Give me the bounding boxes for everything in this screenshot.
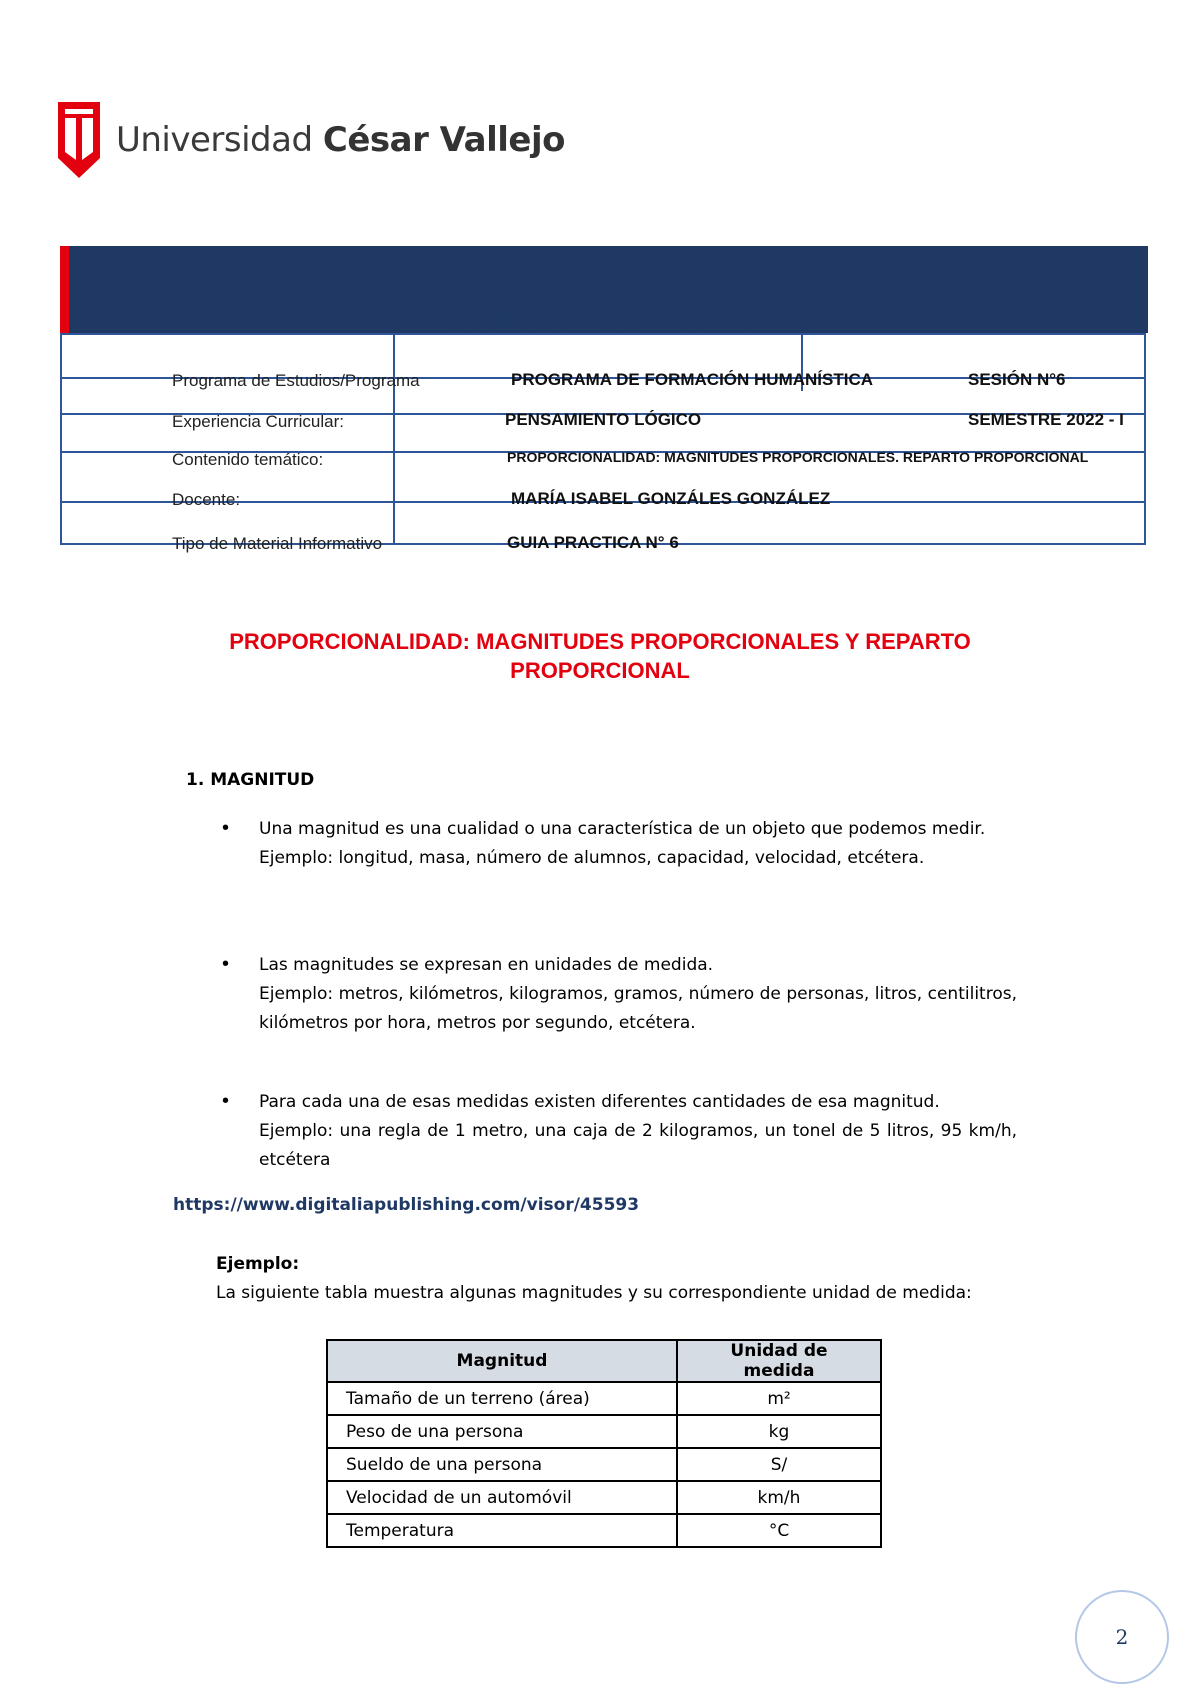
session-value: SESIÓN N°6 xyxy=(968,370,1066,389)
table-header-row xyxy=(327,1340,881,1382)
section-heading: 1. MAGNITUD xyxy=(186,770,315,790)
table-row xyxy=(327,1481,881,1514)
table-cell: Velocidad de un automóvil xyxy=(327,1481,677,1514)
bullet-icon: • xyxy=(222,953,230,975)
material-type-value: GUIA PRACTICA N° 6 xyxy=(507,533,679,552)
page-number: 2 xyxy=(1075,1590,1169,1684)
example-label: Ejemplo: xyxy=(216,1254,300,1274)
table-cell: °C xyxy=(677,1514,881,1547)
university-name-bold: César Vallejo xyxy=(322,120,565,160)
bullet-example: Ejemplo: metros, kilómetros, kilogramos, gramos, número de personas, litros, centilitros, kilómetros por hora, metros por segundo, etcétera. xyxy=(259,984,1017,1033)
table-cell: kg xyxy=(677,1415,881,1448)
ucv-shield-icon xyxy=(56,100,102,180)
header-title: MATERIAL INFORMATIVO xyxy=(450,307,758,335)
content-label: Contenido temático: xyxy=(172,450,324,469)
table-row xyxy=(327,1514,881,1547)
bullet-paragraph xyxy=(259,951,1017,1038)
university-logo xyxy=(56,100,565,180)
bullet-paragraph xyxy=(259,1088,1017,1175)
content-value: PROPORCIONALIDAD: MAGNITUDES PROPORCIONALES. REPARTO PROPORCIONAL xyxy=(507,449,1089,465)
material-type-label: Tipo de Material Informativo xyxy=(172,534,383,553)
column-header: Unidad de medida xyxy=(677,1340,881,1382)
semester-value: SEMESTRE 2022 - I xyxy=(968,410,1124,429)
table-cell: km/h xyxy=(677,1481,881,1514)
reference-link[interactable]: https://www.digitaliapublishing.com/visor/45593 xyxy=(173,1195,640,1215)
column-header: Magnitud xyxy=(327,1340,677,1382)
teacher-label: Docente: xyxy=(172,490,241,509)
experience-label: Experiencia Curricular: xyxy=(172,412,344,431)
document-title: PROPORCIONALIDAD: MAGNITUDES PROPORCIONALES Y REPARTO PROPORCIONAL xyxy=(229,629,971,683)
program-label: Programa de Estudios/Programa xyxy=(172,371,420,390)
table-cell: Peso de una persona xyxy=(327,1415,677,1448)
bullet-text: Una magnitud es una cualidad o una característica de un objeto que podemos medir. xyxy=(259,819,986,839)
bullet-example: Ejemplo: una regla de 1 metro, una caja de 2 kilogramos, un tonel de 5 litros, 95 km/h, etcétera xyxy=(259,1121,1017,1170)
program-value: PROGRAMA DE FORMACIÓN HUMANÍSTICA xyxy=(511,370,874,389)
bullet-paragraph xyxy=(259,815,1017,873)
table-row xyxy=(327,1448,881,1481)
university-name-regular: Universidad xyxy=(116,120,313,160)
bullet-text: Para cada una de esas medidas existen diferentes cantidades de esa magnitud. xyxy=(259,1092,940,1112)
magnitudes-table xyxy=(326,1339,882,1548)
info-divider xyxy=(393,335,395,543)
table-cell: m² xyxy=(677,1382,881,1415)
university-name xyxy=(116,120,565,160)
bullet-text: Las magnitudes se expresan en unidades de medida. xyxy=(259,955,714,975)
teacher-value: MARÍA ISABEL GONZÁLES GONZÁLEZ xyxy=(511,489,831,508)
table-cell: S/ xyxy=(677,1448,881,1481)
bullet-icon: • xyxy=(222,1090,230,1112)
table-cell: Temperatura xyxy=(327,1514,677,1547)
table-cell: Sueldo de una persona xyxy=(327,1448,677,1481)
table-row xyxy=(327,1415,881,1448)
table-cell: Tamaño de un terreno (área) xyxy=(327,1382,677,1415)
experience-value: PENSAMIENTO LÓGICO xyxy=(505,410,702,429)
bullet-example: Ejemplo: longitud, masa, número de alumnos, capacidad, velocidad, etcétera. xyxy=(259,848,925,868)
info-table xyxy=(60,333,1146,545)
table-row xyxy=(327,1382,881,1415)
example-text: La siguiente tabla muestra algunas magnitudes y su correspondiente unidad de medida: xyxy=(216,1283,972,1303)
bullet-icon: • xyxy=(222,817,230,839)
